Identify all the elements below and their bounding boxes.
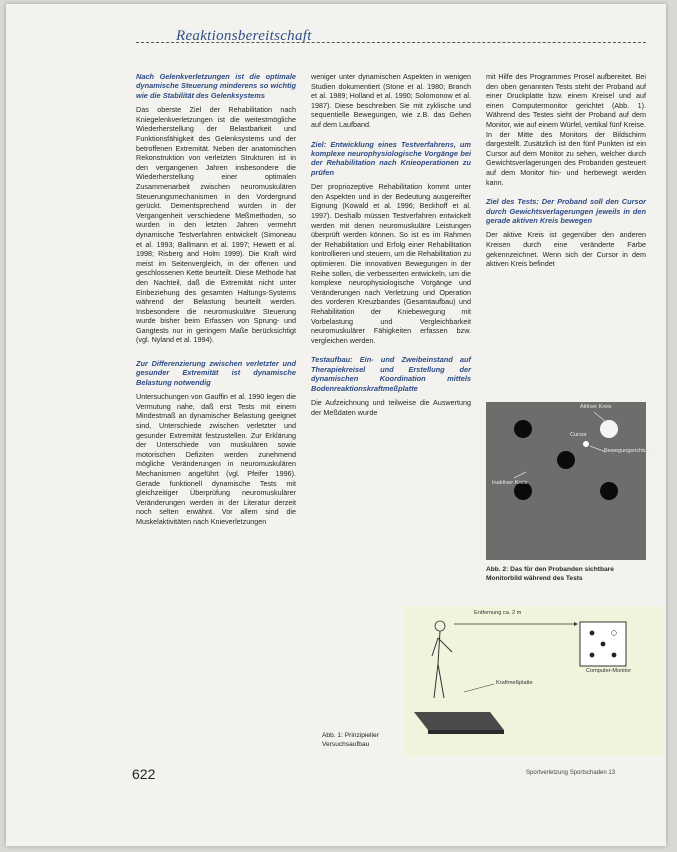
active-circle-label: Aktiver Kreis [580, 404, 612, 410]
inactive-circle-label: Inaktiver Kreis [492, 480, 528, 486]
active-circle-icon [600, 420, 618, 438]
cursor-label: Cursor [570, 432, 587, 438]
column-middle [311, 72, 471, 421]
inactive-circle-icon [600, 482, 618, 500]
test-setup-illustration [404, 606, 664, 756]
body-paragraph: Untersuchungen von Gauffin et al. 1990 legen die Vermutung nahe, daß erst Tests mit einem Mindestmaß an dynamischer Belastung geeignet sind, Unterschiede zwischen verletzter und gesunder Extremität festzustellen. Zur Erklärung der Unterschiede von muskulären sowie motorischen Defiziten werden zunehmend mögliche Veränderungen in neuromuskulären Mechanismen angeführt (vgl. Pfeifer 1996). Gerade funktionell dynamische Tests mit gleichzeitiger Überprüfung neuromuskulärer Veränderungen werden in der Literatur derzeit noch selten erwähnt. Vor allem sind die Muskelaktivitäten nach Knieverletzungen [136, 392, 296, 526]
monitor-label: Computer-Monitor [586, 668, 632, 674]
header-divider [136, 42, 646, 43]
journal-footer: Sportverletzung Sportschaden 13 [526, 770, 616, 776]
label-leader-line [514, 472, 526, 478]
person-figure-icon [432, 631, 452, 698]
label-leader-line [594, 412, 606, 422]
figure2-caption: Abb. 2: Das für den Probanden sichtbare Monitorbild während des Tests [486, 566, 614, 582]
body-paragraph: Das oberste Ziel der Rehabilitation nach Kniegelenkverletzungen ist die weitestmögliche Wiederherstellung der Belastbarkeit und Funktionsfähigkeit des Gelenksystems und der betroffenen Extremität. Neben der anatomischen Rekonstruktion von verletzten Strukturen ist in den vergangenen Jahren insbesondere die Wiederherstellung einer optimalen Zusammenarbeit zwischen neuromuskulären Steuerungsmechanismen in den Vordergrund gerückt. Dementsprechend wurden in der Vergangenheit verschiedene Meßmethoden, so wurden in den letzten Jahren vermehrt dynamische Testverfahren entwickelt (Simoneau et al. 1993; Ballmann et al. 1997; Hewett et al. 1998; Risberg and Holm 1999). Die Kraft wird meist im Seitenvergleich, in der offenen und geschlossenen Kette beurteilt. Diese Methode hat den Nachteil, daß die Extremität nicht unter Einbeziehung des gesamten Haltungs-Systems während der Belastung beurteilt werden. Insbesondere die neuromuskuläre Steuerung wurde bisher beim Erfassen von Sprung- und Gangtests nur in geringem Maße berücksichtigt (vgl. Nyland et al. 1994). [136, 105, 296, 345]
section-heading: Nach Gelenkverletzungen ist die optimale dynamische Steuerung minderens so wichtig wie die Stabilität des Gelenksystems [136, 72, 296, 100]
body-paragraph: Die Aufzeichnung und teilweise die Auswertung der Meßdaten wurde [311, 397, 471, 417]
journal-page [6, 4, 666, 846]
section-heading: Zur Differenzierung zwischen verletzter und gesunder Extremität ist dynamische Belastung notwendig [136, 359, 296, 387]
plate-label: Kraftmeßplatte [496, 680, 533, 686]
section-heading: Testaufbau: Ein- und Zweibeinstand auf Therapiekreisel und Erstellung der dynamischen Koordination mittels Bodenreaktionskraftmeßplatte [311, 355, 471, 393]
section-heading: Ziel des Tests: Der Proband soll den Cursor durch Gewichtsverlagerungen jeweils in den gerade aktiven Kreis bewegen [486, 197, 646, 225]
page-number: 622 [132, 766, 156, 782]
figure1-caption: Abb. 1: Prinzipieller Versuchsaufbau [322, 732, 379, 748]
person-head-icon [435, 621, 445, 631]
distance-label: Entfernung ca. 2 m [474, 610, 522, 616]
figure-monitor-screen [486, 402, 654, 560]
inactive-circle-icon [557, 451, 575, 469]
body-paragraph: weniger unter dynamischen Aspekten in wenigen Studien dokumentiert (Stone et al. 1980; Branch et al. 1989; Holland et al. 1990; Solomonow et al. 1987). Diese beschreiben Sie mit zyklische und sequentielle Bewegungen, wie z.B. das Gehen auf dem Laufband. [311, 72, 471, 129]
column-right [486, 72, 646, 273]
figure-test-setup [404, 606, 664, 756]
inactive-circle-icon [514, 420, 532, 438]
body-paragraph: Der propriozeptive Rehabilitation kommt unter den Aspekten und in der Bedeutung ausgereifter Eignung (Kowald et al. 1996; Beckhoff et al. 1997). Deshalb müssen Testverfahren entwickelt werden mit denen neuromuskuläre Leistungen überprüft werden können. So ist es im Rahmen der Rehabilitation und Erfolg einer Rehabilitation kontrollieren und steuern, um die Rehabilitation zu optimieren. Die innovativen Bewegungen in der Reihe sollen, die verbesserten entwickeln, um die komplexe neurophysiologische Vorgänge und Veränderungen nach Verletzung und Operation des vorderen Kreuzbandes (Gesamtaufbau) und Rehabilitation der Kniebewegung mit Vorbelastung und Vergleichbarkeit neuromuskulärer Fähigkeiten erfassen bzw. vergleichen werden. [311, 182, 471, 345]
body-paragraph: Der aktive Kreis ist gegenüber den anderen Kreisen durch eine veränderte Farbe gekennzeichnet. Wenn sich der Cursor in dem aktiven Kreis befindet [486, 230, 646, 269]
direction-label: Bewegungsrichtung [604, 448, 654, 454]
body-paragraph: mit Hilfe des Programmes Prosel aufbereitet. Bei den oben genannten Tests steht der Proband auf einer Druckplatte bzw. einem Kreisel und auf einen Computermonitor gerichtet (Abb. 1). Während des Testes sieht der Proband auf dem Monitor, wie auf einem Würfel, vertikal fünf Kreise. In der Mitte des Monitors der Bildschirm dargestellt. Zusätzlich ist den fünf Punkten ist ein Cursor auf dem Monitor zu sehen, welcher durch Gewichtsverlagerungen des Probanden gesteuert auf dem Monitor hin- und herbewegt werden kann. [486, 72, 646, 187]
section-heading: Ziel: Entwicklung eines Testverfahrens, um komplexe neurophysiologische Vorgänge bei der Rehabilitation nach Knieoperationen zu prüfen [311, 139, 471, 177]
column-left [136, 72, 296, 531]
cursor-icon [583, 441, 589, 447]
arrow-head-icon [574, 622, 578, 626]
force-plate-icon [414, 712, 504, 730]
running-head: Reaktionsbereitschaft [176, 28, 312, 44]
